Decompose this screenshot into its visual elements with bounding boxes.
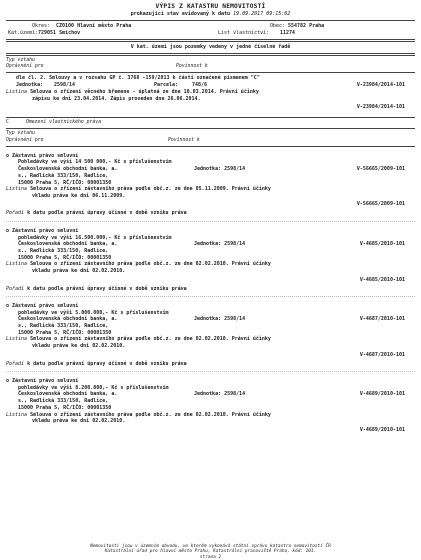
c-title: Omezení vlastnického práva (26, 120, 102, 126)
item-ref: V-56665/2009-101 (356, 165, 405, 172)
item-jednotka: Jednotka: 2598/14 (194, 165, 246, 172)
section-c-top-divider (6, 117, 415, 118)
item-bank1: Československá obchodní banka, a. (18, 391, 118, 398)
c-letter: C (6, 120, 9, 126)
item-bullet: o (6, 303, 13, 310)
item-divider (6, 221, 415, 222)
item-bank-row (6, 391, 415, 398)
item-listina-label: Listina (6, 186, 28, 193)
item-poradi-row (6, 286, 415, 293)
item-amount: pohledávky ve výši 5.000.000,- Kč s příslušenstvím (18, 309, 169, 316)
lv-label: List vlastnictví: (218, 30, 270, 36)
b1-col-povinnost: Povinnost k (176, 64, 208, 70)
item-type: Zástavní právo smluvní (12, 378, 79, 385)
b1-jed-value: 2598/14 (54, 82, 76, 88)
obec-label: Obec: (270, 23, 286, 29)
c-col-opravneni-label: Oprávnění pro (6, 137, 44, 143)
item-ref2-row (6, 201, 415, 208)
ku-row (6, 30, 415, 37)
c-title-divider (6, 128, 415, 129)
item-jednotka: Jednotka: 2598/14 (194, 391, 246, 398)
item-bank3: 15000 Praha 5, RČ/IČO: 00001350 (18, 405, 112, 412)
footer-page-number: strana 2 (199, 554, 222, 560)
item-divider (6, 371, 415, 372)
header-divider (6, 20, 415, 21)
item-bank-row (6, 166, 415, 173)
item-bullet: o (6, 378, 13, 385)
b1-ref2: V-23984/2014-101 (356, 104, 405, 111)
footer-line1: Nemovitosti jsou v územním obvodu, ve kterém vykonává státní správu katastru nemovitostí ČR (90, 543, 331, 549)
item-bank1: Československá obchodní banka, a. (18, 241, 118, 248)
item-listina-label: Listina (6, 411, 28, 418)
item-listina-label: Listina (6, 336, 28, 343)
item-ref: V-4689/2010-101 (359, 391, 405, 398)
item-poradi-row (6, 210, 415, 217)
b1-jednotka-row (6, 82, 415, 89)
c-col-opravneni (6, 138, 415, 144)
b1-listina-text2: zápisu ke dni 23.04.2014. Zápis proveden dne 26.06.2014. (32, 95, 201, 102)
item-bank2: s., Radlická 333/150, Radlice, (18, 323, 109, 330)
item-poradi-row (6, 361, 415, 368)
c-header-divider (6, 146, 415, 147)
item-bullet: o (6, 152, 13, 159)
item-bank-row (6, 316, 415, 323)
document-title: VÝPIS Z KATASTRU NEMOVITOSTÍ (155, 3, 266, 10)
item-listina1: Smlouva o zřízení zástavního práva podle obč.z. ze dne 02.02.2010. Právní účinky (30, 411, 271, 418)
item-type: Zástavní právo smluvní (12, 152, 79, 159)
b1-header-divider (6, 72, 415, 73)
document-subtitle (6, 11, 415, 18)
item-bank3: 15000 Praha 5, RČ/IČO: 00001350 (18, 254, 112, 261)
item-ref2: V-4689/2010-101 (359, 426, 405, 433)
item-listina1: Smlouva o zřízení zástavního práva podle obč.z. ze dne 02.02.2010. Právní účinky (30, 261, 271, 268)
b1-col-opravneni (6, 64, 415, 70)
b1-col-opravneni-label: Oprávnění pro (6, 64, 44, 70)
item-bank2: s., Radlická 333/150, Radlice, (18, 248, 109, 255)
okres-value: CZ0100 Hlavní město Praha (56, 23, 132, 29)
b1-listina-text1: Smlouva o zřízení věcného břemene - úplatná ze dne 10.03.2014. Právní účinky (30, 89, 259, 95)
item-amount: Pohledávky ve výši 14 500 000,- Kč s příslušenstvím (18, 159, 172, 166)
item-type: Zástavní právo smluvní (12, 303, 79, 310)
encumbrance-item (6, 228, 415, 292)
item-bank3: 15000 Praha 5, RČ/IČO: 00001350 (18, 179, 112, 186)
item-poradi-label: Pořadí (6, 210, 25, 217)
section-b1 (6, 58, 415, 111)
item-amount: pohledávky ve výši 16.500.000,- Kč s příslušenstvím (18, 234, 172, 241)
item-poradi: k datu podle právní úpravy účinné v době vzniku práva (27, 360, 187, 367)
item-ref2-row (6, 427, 415, 434)
item-bank1: Československá obchodní banka, a. (18, 165, 118, 172)
item-ref2-row (6, 277, 415, 284)
banner-bottom-divider (6, 53, 415, 56)
item-bullet: o (6, 227, 13, 234)
banner-top-divider (6, 39, 415, 42)
page-footer (0, 544, 421, 560)
item-listina1: Smlouva o zřízení zástavního práva podle obč.z. ze dne 05.11.2009. Právní účinky (30, 186, 271, 193)
item-jednotka: Jednotka: 2598/14 (194, 241, 246, 248)
b1-line1: dle čl. 2. Smlouvy a v rozsahu GP č. 3768 -159/2013 k části označené písmenem "C" (16, 75, 260, 82)
item-ref2: V-4685/2010-101 (359, 276, 405, 283)
c-title-row (6, 120, 415, 126)
item-listina (6, 261, 415, 268)
item-poradi-label: Pořadí (6, 360, 25, 367)
item-type-row (6, 378, 415, 385)
b1-ref2-row (6, 104, 415, 111)
item-listina2: vkladu práva ke dni 06.11.2009. (32, 192, 126, 199)
item-type-row (6, 303, 415, 310)
encumbrance-item (6, 153, 415, 217)
lv-value: 11274 (280, 30, 296, 36)
encumbrance-item (6, 303, 415, 367)
b1-listina (6, 89, 415, 96)
item-poradi: k datu podle právní úpravy účinné v době vzniku práva (27, 285, 187, 292)
item-amount: pohledávky ve výši 8.200.000,- Kč s příslušenstvím (18, 384, 169, 391)
item-poradi-label: Pořadí (6, 285, 25, 292)
b1-jed-label: Jednotka: (16, 82, 44, 88)
subtitle-date: 19.09.2017 09:15:02 (233, 11, 291, 17)
item-jednotka: Jednotka: 2598/14 (194, 316, 246, 323)
footer-line2: Katastrální úřad pro hlavní město Prahu, Katastrální pracoviště Praha, kód: 101. (104, 549, 317, 555)
b1-listina-label: Listina (6, 89, 28, 95)
item-bank3: 15000 Praha 5, RČ/IČO: 00001350 (18, 329, 112, 336)
okres-row (6, 23, 415, 30)
subtitle-prefix: prokazující stav evidovaný k datu (130, 11, 231, 17)
item-ref2-row (6, 352, 415, 359)
item-ref2: V-4687/2010-101 (359, 351, 405, 358)
item-ref: V-4687/2010-101 (359, 316, 405, 323)
item-poradi: k datu podle právní úpravy účinné v době vzniku práva (27, 210, 187, 217)
section-c (6, 120, 415, 434)
item-ref: V-4685/2010-101 (359, 241, 405, 248)
c-col-povinnost: Povinnost k (168, 137, 200, 143)
item-listina2: vkladu práva ke dni 02.02.2010. (32, 267, 126, 274)
item-bank2: s., Radlická 333/150, Radlice, (18, 172, 109, 179)
item-ref2: V-56665/2009-101 (356, 201, 405, 208)
item-bank2: s., Radlická 333/150, Radlice, (18, 398, 109, 405)
ku-label: Kat.území: (8, 30, 39, 36)
okres-label: Okres: (32, 23, 51, 29)
banner-text: V kat. území jsou pozemky vedeny v jedné číselné řadě (130, 44, 291, 50)
item-listina1: Smlouva o zřízení zástavního práva podle obč.z. ze dne 02.02.2010. Právní účinky (30, 336, 271, 343)
obec-value: 554782 Praha (288, 23, 325, 29)
encumbrance-item (6, 378, 415, 434)
item-type: Zástavní právo smluvní (12, 227, 79, 234)
item-listina-label: Listina (6, 261, 28, 268)
item-type-row (6, 228, 415, 235)
ku-value: 729051 Smíchov (38, 30, 81, 36)
c-items (6, 153, 415, 434)
b1-ref1: V-23984/2014-101 (356, 82, 405, 88)
item-listina (6, 186, 415, 193)
c-col-typ: Typ vztahu (6, 131, 35, 137)
b1-parcela-value: 748/6 (192, 82, 208, 88)
item-listina2: vkladu práva ke dni 02.02.2010. (32, 418, 126, 425)
item-divider (6, 296, 415, 297)
b1-parcela-label: Parcela: (154, 82, 179, 88)
item-listina2: vkladu práva ke dni 02.02.2010. (32, 343, 126, 350)
item-bank-row (6, 241, 415, 248)
item-bank1: Československá obchodní banka, a. (18, 316, 118, 323)
b1-col-typ: Typ vztahu (6, 58, 35, 63)
